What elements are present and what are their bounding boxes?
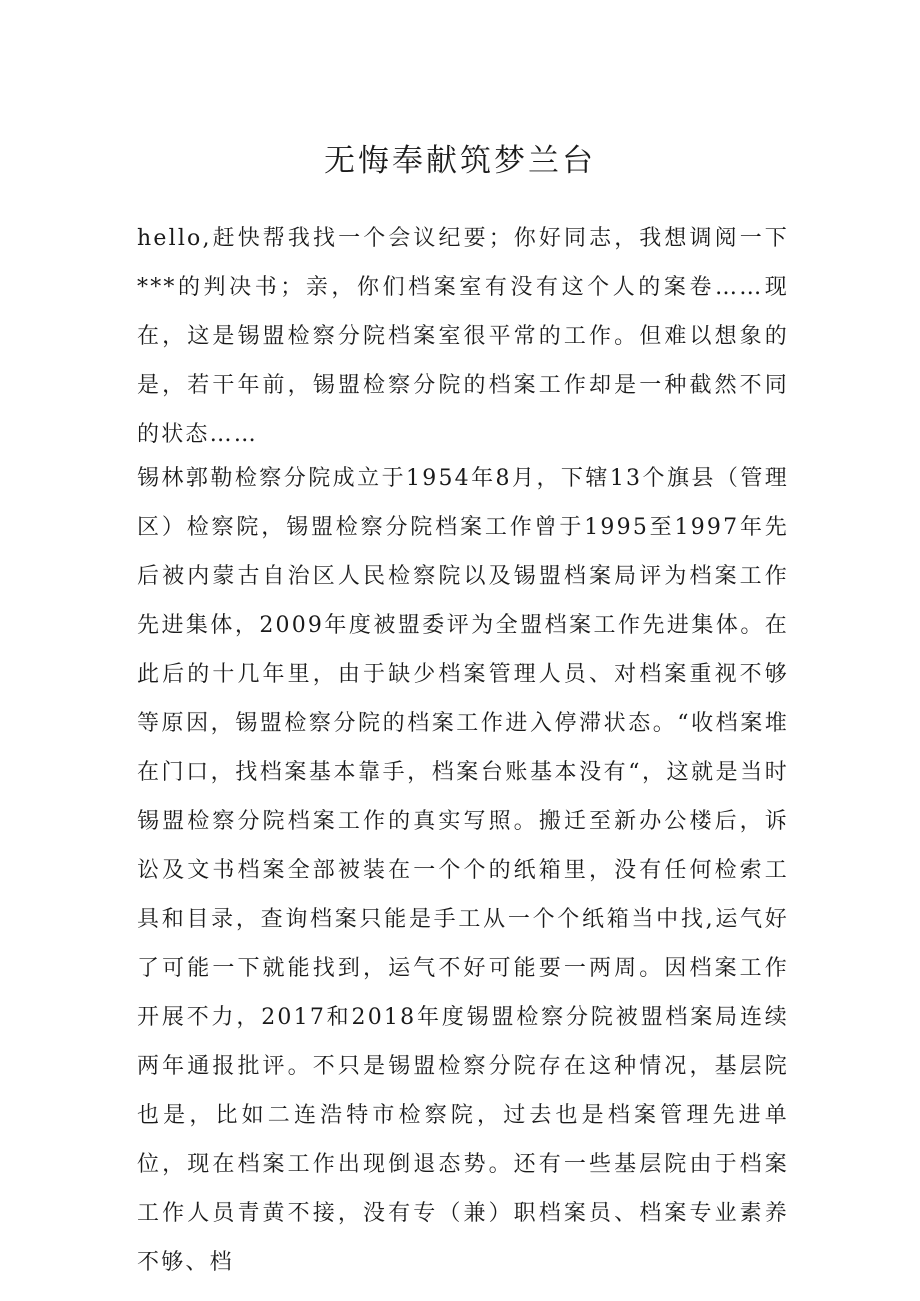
paragraph-history: 锡林郭勒检察分院成立于1954年8月，下辖13个旗县（管理区）检察院，锡盟检察分院档案工作曾于1995至1997年先后被内蒙古自治区人民检察院以及锡盟档案局评为档案工作先进集体，2009年度被盟委评为全盟档案工作先进集体。在此后的十几年里，由于缺少档案管理人员、对档案重视不够等原因，锡盟检察分院的档案工作进入停滞状态。“收档案堆在门口，找档案基本靠手，档案台账基本没有“，这就是当时锡盟检察分院档案工作的真实写照。搬迁至新办公楼后，诉讼及文书档案全部被装在一个个的纸箱里，没有任何检索工具和目录，查询档案只能是手工从一个个纸箱当中找,运气好了可能一下就能找到，运气不好可能要一两周。因档案工作开展不力，2017和2018年度锡盟检察分院被盟档案局连续两年通报批评。不只是锡盟检察分院存在这种情况，基层院也是，比如二连浩特市检察院，过去也是档案管理先进单位，现在档案工作出现倒退态势。还有一些基层院由于档案工作人员青黄不接，没有专（兼）职档案员、档案专业素养不够、档 [137,466,789,1275]
paragraph-intro: hello,赶快帮我找一个会议纪要；你好同志，我想调阅一下***的判决书；亲，你们档案室有没有这个人的案卷……现在，这是锡盟检察分院档案室很平常的工作。但难以想象的是，若干年前，锡盟检察分院的档案工作却是一种截然不同的状态…… [137,226,789,447]
document-title: 无悔奉献筑梦兰台 [324,143,596,179]
